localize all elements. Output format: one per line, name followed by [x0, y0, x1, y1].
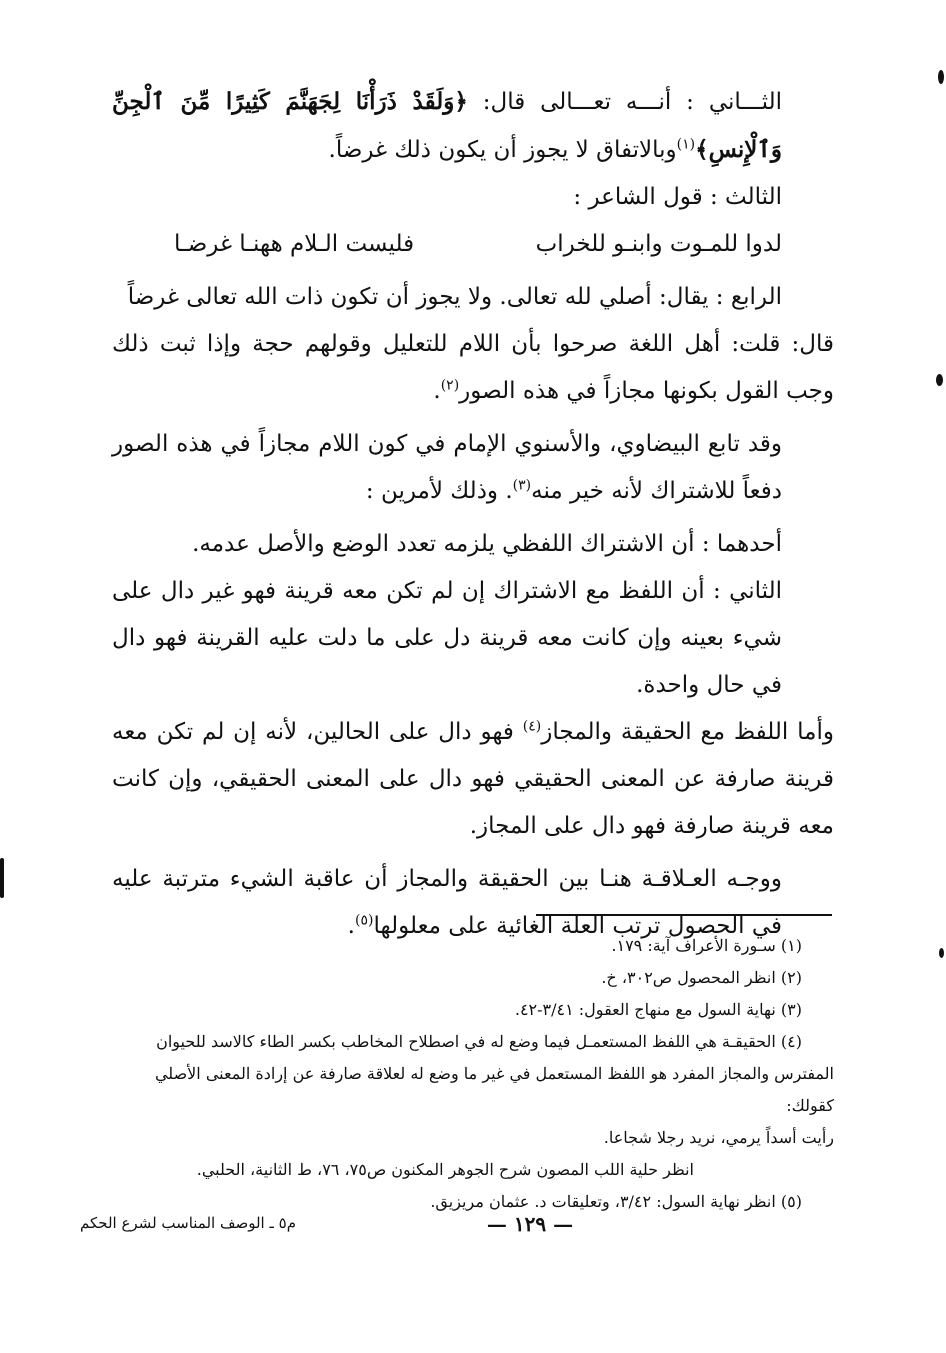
- footnotes-section: [112, 930, 834, 1218]
- scan-speck: [936, 374, 943, 386]
- footnote-divider: [536, 914, 832, 916]
- footnote-2: (٢) انظر المحصول ص٣٠٢، خ.: [601, 968, 802, 987]
- main-text: [112, 78, 834, 950]
- paragraph-end: .: [347, 913, 355, 939]
- paragraph-end: .: [433, 378, 441, 404]
- paragraph-tail: وبالاتفاق لا يجوز أن يكون ذلك غرضاً.: [328, 137, 677, 163]
- footnote-ref-4: (٤): [522, 718, 542, 735]
- footnote-ref-2: (٢): [440, 377, 460, 394]
- paragraph-lead: الثـــاني : أنـــه تعـــالى قال:: [467, 89, 782, 115]
- paragraph-second-reason: الثاني : أن اللفظ مع الاشتراك إن لم تكن معه قرينة فهو غير دال على شيء بعينه وإن كانت معه قرينة دل على ما دلت عليه القرينة فهو دال في حال واحدة.: [112, 578, 782, 698]
- paragraph-tail: فهو دال على الحالين، لأنه إن لم تكن معه قرينة صارفة عن المعنى الحقيقي فهو دال على المعنى الحقيقي، وإن كانت معه قرينة صارفة فهو دال على المجاز.: [112, 719, 834, 839]
- footnote-ref-1: (١): [676, 136, 696, 153]
- paragraph-truth-and-metaphor: [112, 709, 834, 850]
- paragraph-body: ووجـه العـلاقـة هنـا بين الحقيقة والمجاز أن عاقبة الشيء مترتبة عليه في الحصول ترتب العلة الغائية على معلولها: [112, 866, 782, 939]
- footnote-4-line-1: (٤) الحقيقـة هي اللفظ المستعمـل فيما وضع له في اصطلاح المخاطب بكسر الطاء كالاسد للحيوان: [156, 1032, 802, 1051]
- scan-speck: [938, 70, 944, 84]
- paragraph-body: وقد تابع البيضاوي، والأسنوي الإمام في كون اللام مجازاً في هذه الصور دفعاً للاشتراك لأنه خير منه: [112, 431, 782, 504]
- footnote-ref-3: (٣): [512, 477, 532, 494]
- paragraph-tail: . وذلك لأمرين :: [365, 478, 513, 504]
- quran-verse: ﴿وَلَقَدْ ذَرَأْنَا لِجَهَنَّمَ كَثِيرًا مِّنَ ٱلْجِنِّ وَٱلْإِنسِ﴾: [112, 88, 782, 163]
- paragraph-third-argument: الثالث : قول الشاعر :: [573, 184, 782, 210]
- paragraph-first-reason: أحدهما : أن الاشتراك اللفظي يلزمه تعدد الوضع والأصل عدمه.: [192, 531, 782, 557]
- paragraph-lead: وأما اللفظ مع الحقيقة والمجاز: [541, 719, 834, 745]
- footnote-3: (٣) نهاية السول مع منهاج العقول: ٣/٤١-٤٢.: [514, 1000, 802, 1019]
- page-number: — ١٢٩ —: [486, 1212, 574, 1236]
- paragraph-second-argument: [112, 78, 834, 174]
- paragraph-fourth-argument: الرابع : يقال: أصلي لله تعالى. ولا يجوز أن تكون ذات الله تعالى غرضاً: [127, 284, 782, 310]
- paragraph-baydawi: [112, 421, 834, 515]
- page-footer: [80, 1214, 834, 1244]
- poem-hemistich-second: فليست الـلام ههنـا غرضـا: [174, 231, 415, 257]
- paragraph-body: قال: قلت: أهل اللغة صرحوا بأن اللام للتعليل وقولهم حجة وإذا ثبت ذلك وجب القول بكونها مجازاً في هذه الصور: [112, 331, 834, 404]
- poem-hemistich-first: لدوا للمـوت وابنـو للخراب: [535, 231, 782, 257]
- paragraph-response: [112, 321, 834, 415]
- scan-speck: [0, 858, 4, 898]
- scan-speck: [939, 948, 944, 958]
- footnote-4-line-3: رأيت أسداً يرمي، نريد رجلا شجاعا.: [603, 1128, 834, 1147]
- running-title: م٥ ـ الوصف المناسب لشرع الحكم: [80, 1214, 297, 1232]
- footnote-1: (١) سـورة الأعراف آية: ١٧٩.: [611, 936, 802, 955]
- footnote-5: (٥) انظر نهاية السول: ٣/٤٢، وتعليقات د. عثمان مريزيق.: [430, 1192, 802, 1211]
- footnote-4-line-2: المفترس والمجاز المفرد هو اللفظ المستعمل في غير ما وضع له لعلاقة صارفة عن إرادة المعنى الأصلي كقولك:: [154, 1064, 834, 1115]
- footnote-ref-5: (٥): [354, 912, 374, 929]
- poem-verse: [112, 221, 834, 268]
- footnote-4-source: انظر حلية اللب المصون شرح الجوهر المكنون ص٧٥، ٧٦، ط الثانية، الحلبي.: [196, 1160, 694, 1179]
